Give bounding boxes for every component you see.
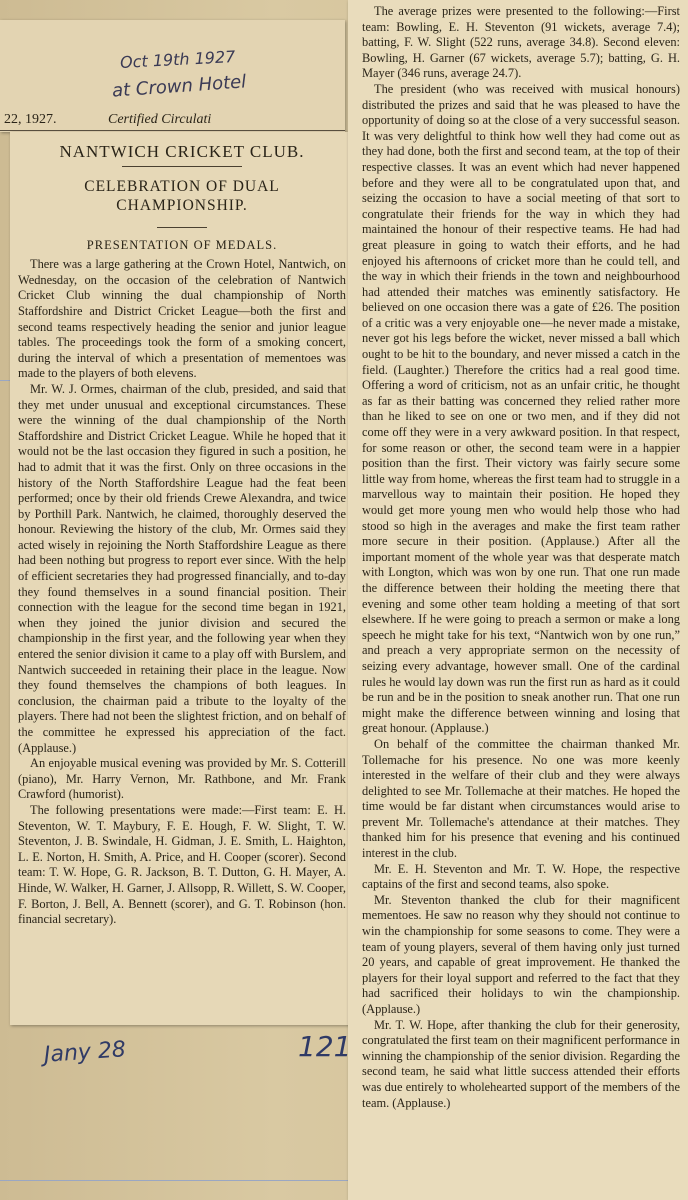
masthead-clipping	[0, 20, 345, 132]
paragraph: Mr. Steventon thanked the club for their magnificent mementoes. He saw no reason why they should not continue to win the championship for some seasons to come. They were a team of young players, several of them having only just turned 20 years, and capable of great improvement. He thanked the players for their loyal support and referred to the fact that they had sacrificed their holidays to win the championship. (Applause.)	[362, 892, 680, 1016]
handwritten-date: Oct 19th 1927	[119, 46, 236, 73]
paragraph: Mr. W. J. Ormes, chairman of the club, presided, and said that they met under unusual and exceptional circumstances. These were the winning of the dual championship of the North Staffordshire and District Cricket League. While he hoped that it would not be the last occasion they figured in such a position, he had to admit that it was the first. Only on three occasions in the history of the North Staffordshire League had the feat been performed; once by their old friends Crewe Alexandra, and twice by Porthill Park. Nantwich, he claimed, thoroughly deserved the honour. Reviewing the history of the club, Mr. Ormes said they acted wisely in rejoining the North Staffordshire League as there had been nothing but progress to report ever since. With the help of efficient secretaries they had progressed financially, and to-day they found themselves in a sound financial position. Their connection with the league for the second time began in 1921, when they joined the junior division and secured the championship in the first year, and the following year when they entered the senior division it came to a play off with Burslem, and Nantwich succeeded in retaining their place in the league. Now they found themselves the champions of both leagues. In conclusion, the chairman paid a tribute to the loyalty of the players. There had not been the slightest friction, and on behalf of the committee he expressed his appreciation of the fact. (Applause.)	[18, 381, 346, 755]
right-paragraphs	[362, 4, 680, 1111]
paragraph: On behalf of the committee the chairman thanked Mr. Tollemache for his presence. No one was more keenly interested in the welfare of their club and they were always delighted to see Mr. Tollemache at their matches. He hoped the time would be far distant when circumstances would arise to prevent Mr. Tollemache's attendance at their matches. They thanked him for his presence that evening and his continued interest in the club.	[362, 736, 680, 861]
handwritten-place: at Crown Hotel	[111, 71, 247, 102]
article-clipping-right	[348, 0, 688, 1200]
paragraph: Mr. T. W. Hope, after thanking the club for their generosity, congratulated the first team on their magnificent performance in winning the championship of the senior division. Regarding the second team, he said what little success attended their efforts was due entirely to wholehearted support of the members of the team. (Applause.)	[362, 1017, 680, 1110]
left-paragraphs	[18, 257, 346, 928]
paragraph: The average prizes were presented to the following:—First team: Bowling, E. H. Steventon (91 wickets, average 7.4); batting, F. W. Slight (522 runs, average 34.8). Second eleven: Bowling, H. Garner (67 wickets, average 5.7); batting, G. H. Mayer (346 runs, average 24.7).	[362, 4, 680, 81]
handwritten-number: 121	[298, 1030, 352, 1063]
club-title: NANTWICH CRICKET CLUB.	[59, 142, 305, 161]
masthead-label: Certified Circulati	[108, 112, 212, 127]
paragraph: There was a large gathering at the Crown Hotel, Nantwich, on Wednesday, on the occasion of the celebration of Nantwich Cricket Club winning the dual championship of North Staffordshire and District Cricket League—both the first and second teams respectively heading the senior and junior league tables. The proceedings took the form of a smoking concert, during the interval of which a presentation of mementoes was made to the players of both elevens.	[18, 257, 346, 381]
left-column	[18, 132, 346, 928]
paragraph: The president (who was received with musical honours) distributed the prizes and said that he was pleased to have the opportunity of doing so at the close of a very successful season. It was very delightful to think how well they had come out as they had done, both the first and second team, at the top of their respective classes. It was an event which had never happened before and they were all to be congratulated upon that, and seizing the occasion to have a social meeting of that sort to congratulate their friends for the way in which they had maintained the honour of their respective teams. He had had great pleasure in going to watch their efforts, and he had enjoyed his afternoons of cricket more than he could tell, and the way in which their friends in the town and neighbourhood had attended their matches was eminently satisfactory. He believed on one occasion there was a gate of £26. The position of a critic was a very enjoyable one—he never made a mistake, never got his legs before the wicket, never missed a ball which ought to be hit to the boundary, and never missed a catch in the field. (Laughter.) Therefore the critics had a real good time. Offering a word of criticism, not as an unfair critic, he thought as far as their batting was concerned they relied rather more than he liked to see on one or two men, and if they did not come off they were in a very awkward position. In that respect, for some reason or other, the second team were in a happier position than the first. Their victory was fairly secure some little way from home, whereas the first team had to struggle in a marvellous way to maintain their position. He hoped they would get more young men who would help those who had stood so high in the averages and make the first team rather more secure in their position. (Applause.) After all the important moment of the whole year was that desperate match with Longton, which was won by one run. That one run made the difference between their holding the meeting there that evening and some other team holding a meeting of that sort elsewhere. If he were going to preach a sermon or make a long speech he might take for his text, “Nantwich won by one run,” and preach a very appropriate sermon on the necessity of seizing every advantage, however small. One of the cardinal rules he would lay down was run the first run as hard as it could be run and be in the position to sneak another run. That one run might make the difference between winning and losing that great honour. (Applause.)	[362, 81, 680, 736]
paragraph: The following presentations were made:—First team: E. H. Steventon, W. T. Maybury, F. E. Hough, F. W. Slight, T. W. Steventon, J. B. Swindale, H. Gidman, J. E. Smith, L. Haighton, L. E. Norton, H. Smith, A. Price, and H. Cooper (scorer). Second team: T. W. Hope, G. R. Jackson, B. T. Dutton, G. H. Mayer, A. Hinde, W. Walker, H. Garner, J. Allsopp, R. Willett, S. W. Cooper, F. Borton, J. Bell, A. Bennett (scorer), and G. T. Robinson (hon. financial secretary).	[18, 802, 346, 927]
article-clipping-left	[10, 132, 355, 1025]
masthead-date: 22, 1927.	[4, 112, 57, 127]
divider-rule	[122, 166, 242, 167]
headline: CELEBRATION OF DUAL CHAMPIONSHIP.	[84, 177, 280, 214]
handwritten-bottom-date: Jany 28	[43, 1037, 127, 1068]
divider-rule	[157, 227, 207, 228]
masthead-line	[0, 112, 345, 131]
paragraph: An enjoyable musical evening was provided by Mr. S. Cotterill (piano), Mr. Harry Vernon, Mr. Rathbone, and Mr. Frank Crawford (humorist).	[18, 756, 346, 802]
paragraph: Mr. E. H. Steventon and Mr. T. W. Hope, the respective captains of the first and second teams, also spoke.	[362, 861, 680, 892]
subhead: PRESENTATION OF MEDALS.	[86, 237, 278, 252]
